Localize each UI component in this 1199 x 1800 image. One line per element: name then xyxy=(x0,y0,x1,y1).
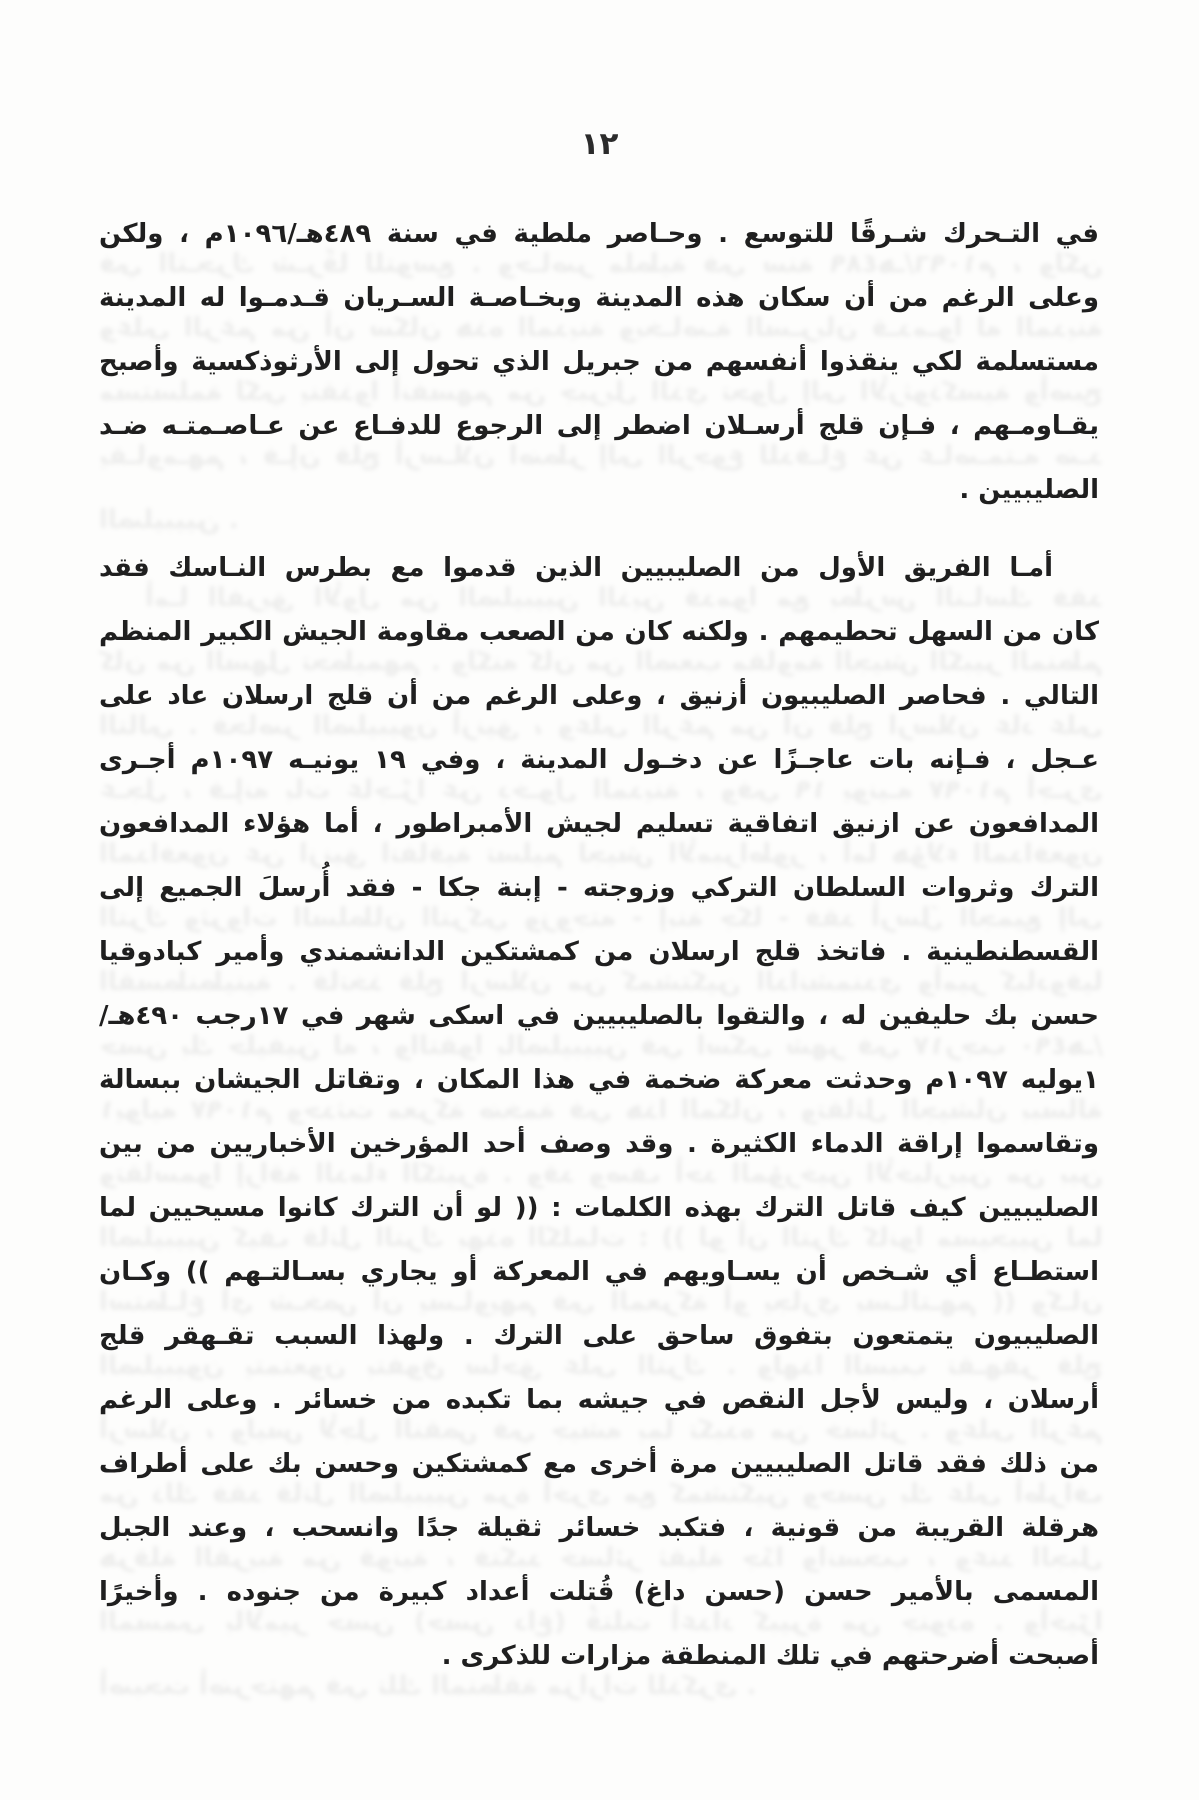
ghost-text-line: أرسلان ، وليس لأجل النقص في جيشه بما تكبده من خسائر . وعلى الرغم xyxy=(99,1415,1103,1445)
ghost-text-line: الصليبيون يتمتعون بتفوق ساحق على الترك . ولهذا السبب تقـهقر قلج xyxy=(99,1351,1103,1381)
ghost-text-line: المدافعون عن ازنيق اتفاقية تسليم لجيش الأمبراطور ، أما هؤلاء المدافعون xyxy=(99,839,1103,869)
text-line: أمـا الفريق الأول من الصليبيين الذين قدموا مع بطرس النـاسك فقد xyxy=(99,553,1053,583)
ghost-text-line: المسمى بالأمير حسن (حسن داغ) قُتلت أعداد كبيرة من جنوده . وأخيرًا xyxy=(99,1607,1103,1637)
text-line: استطـاع أي شـخص أن يسـاويهم في المعركة أو يجاري بسـالتـهم )) وكـان xyxy=(99,1257,1099,1287)
text-line: القسطنطينية . فاتخذ قلج ارسلان من كمشتكين الدانشمندي وأمير كبادوقيا xyxy=(99,937,1099,967)
ghost-text-line: يقـاومـهم ، فـإن قلج أرسـلان اضطر إلى الرجوع للدفـاع عن عـاصـمتـه ضـد xyxy=(99,441,1103,471)
text-line: هرقلة القريبة من قونية ، فتكبد خسائر ثقيلة جدًا وانسحب ، وعند الجبل xyxy=(99,1513,1099,1543)
body-text xyxy=(99,202,1099,1688)
text-line: مستسلمة لكي ينقذوا أنفسهم من جبريل الذي تحول إلى الأرثوذكسية وأصبح xyxy=(99,347,1099,377)
ghost-text-line: التالي . فحاصر الصليبيون أزنيق ، وعلى الرغم من أن قلج ارسلان عاد على xyxy=(99,711,1103,741)
text-line: يقـاومـهم ، فـإن قلج أرسـلان اضطر إلى الرجوع للدفـاع عن عـاصـمتـه ضـد xyxy=(99,411,1099,441)
ghost-text-line: من ذلك فقد قاتل الصليبيين مرة أخرى مع كمشتكين وحسن بك على أطراف xyxy=(99,1479,1103,1509)
text-line: الصليبيون يتمتعون بتفوق ساحق على الترك . ولهذا السبب تقـهقر قلج xyxy=(99,1321,1099,1351)
text-line: حسن بك حليفين له ، والتقوا بالصليبيين في اسكى شهر في ١٧رجب ٤٩٠هـ/ xyxy=(99,1001,1099,1031)
text-line: كان من السهل تحطيمهم . ولكنه كان من الصعب مقاومة الجيش الكبير المنظم xyxy=(99,617,1099,647)
text-line: أصبحت أضرحتهم في تلك المنطقة مزارات للذكرى . xyxy=(441,1641,1099,1671)
ghost-text-line: القسطنطينية . فاتخذ قلج ارسلان من كمشتكين الدانشمندي وأمير كبادوقيا xyxy=(99,967,1103,997)
ghost-text-line: وعلى الرغم من أن سكان هذه المدينة وبخـاصـة السـريان قـدمـوا له المدينة xyxy=(99,313,1103,343)
ghost-text-line: أصبحت أضرحتهم في تلك المنطقة مزارات للذكرى . xyxy=(99,1671,757,1701)
text-line: المدافعون عن ازنيق اتفاقية تسليم لجيش الأمبراطور ، أما هؤلاء المدافعون xyxy=(99,809,1099,839)
ghost-text-line: الصليبيين . xyxy=(99,505,239,535)
text-line: التالي . فحاصر الصليبيون أزنيق ، وعلى الرغم من أن قلج ارسلان عاد على xyxy=(99,681,1099,711)
ghost-text-line: أمـا الفريق الأول من الصليبيين الذين قدموا مع بطرس النـاسك فقد xyxy=(145,583,1103,613)
page-number: ١٢ xyxy=(580,126,619,162)
paragraph xyxy=(99,536,1099,1688)
text-line: الصليبيين . xyxy=(959,475,1099,505)
ghost-text-line: الترك وثروات السلطان التركي وزوجته - إبنة جكا - فقد أُرسلَ الجميع إلى xyxy=(99,903,1103,933)
ghost-text-line: استطـاع أي شـخص أن يسـاويهم في المعركة أو يجاري بسـالتـهم )) وكـان xyxy=(99,1287,1103,1317)
text-line: المسمى بالأمير حسن (حسن داغ) قُتلت أعداد كبيرة من جنوده . وأخيرًا xyxy=(99,1577,1099,1607)
ghost-text-line: هرقلة القريبة من قونية ، فتكبد خسائر ثقيلة جدًا وانسحب ، وعند الجبل xyxy=(99,1543,1103,1573)
ghost-text-line: الصليبيين كيف قاتل الترك بهذه الكلمات : (( لو أن الترك كانوا مسيحيين لما xyxy=(99,1223,1103,1253)
text-line: ١يوليه ١٠٩٧م وحدثت معركة ضخمة في هذا المكان ، وتقاتل الجيشان ببسالة xyxy=(99,1065,1099,1095)
text-line: في التـحرك شـرقًا للتوسع . وحـاصر ملطية في سنة ٤٨٩هـ/١٠٩٦م ، ولكن xyxy=(99,219,1099,249)
ghost-text-line: كان من السهل تحطيمهم . ولكنه كان من الصعب مقاومة الجيش الكبير المنظم xyxy=(99,647,1103,677)
ghost-text-line: في التـحرك شـرقًا للتوسع . وحـاصر ملطية في سنة ٤٨٩هـ/١٠٩٦م ، ولكن xyxy=(99,249,1103,279)
text-line: وعلى الرغم من أن سكان هذه المدينة وبخـاصـة السـريان قـدمـوا له المدينة xyxy=(99,283,1099,313)
ghost-text-line: ١يوليه ١٠٩٧م وحدثت معركة ضخمة في هذا المكان ، وتقاتل الجيشان ببسالة xyxy=(99,1095,1103,1125)
text-line: من ذلك فقد قاتل الصليبيين مرة أخرى مع كمشتكين وحسن بك على أطراف xyxy=(99,1449,1099,1479)
text-line: وتقاسموا إراقة الدماء الكثيرة . وقد وصف أحد المؤرخين الأخباريين من بين xyxy=(99,1129,1099,1159)
ghost-text-line: عـجل ، فـإنه بات عاجـزًا عن دخـول المدينة ، وفي ١٩ يونيـه ١٠٩٧م أجـرى xyxy=(99,775,1103,805)
text-line: الصليبيين كيف قاتل الترك بهذه الكلمات : (( لو أن الترك كانوا مسيحيين لما xyxy=(99,1193,1099,1223)
text-line: الترك وثروات السلطان التركي وزوجته - إبنة جكا - فقد أُرسلَ الجميع إلى xyxy=(99,873,1099,903)
text-line: أرسلان ، وليس لأجل النقص في جيشه بما تكبده من خسائر . وعلى الرغم xyxy=(99,1385,1099,1415)
ghost-text-line: حسن بك حليفين له ، والتقوا بالصليبيين في اسكى شهر في ١٧رجب ٤٩٠هـ/ xyxy=(99,1031,1103,1061)
text-line: عـجل ، فـإنه بات عاجـزًا عن دخـول المدينة ، وفي ١٩ يونيـه ١٠٩٧م أجـرى xyxy=(99,745,1099,775)
ghost-text-line: وتقاسموا إراقة الدماء الكثيرة . وقد وصف أحد المؤرخين الأخباريين من بين xyxy=(99,1159,1103,1189)
ghost-text-line: مستسلمة لكي ينقذوا أنفسهم من جبريل الذي تحول إلى الأرثوذكسية وأصبح xyxy=(99,377,1103,407)
paragraph xyxy=(99,202,1099,522)
